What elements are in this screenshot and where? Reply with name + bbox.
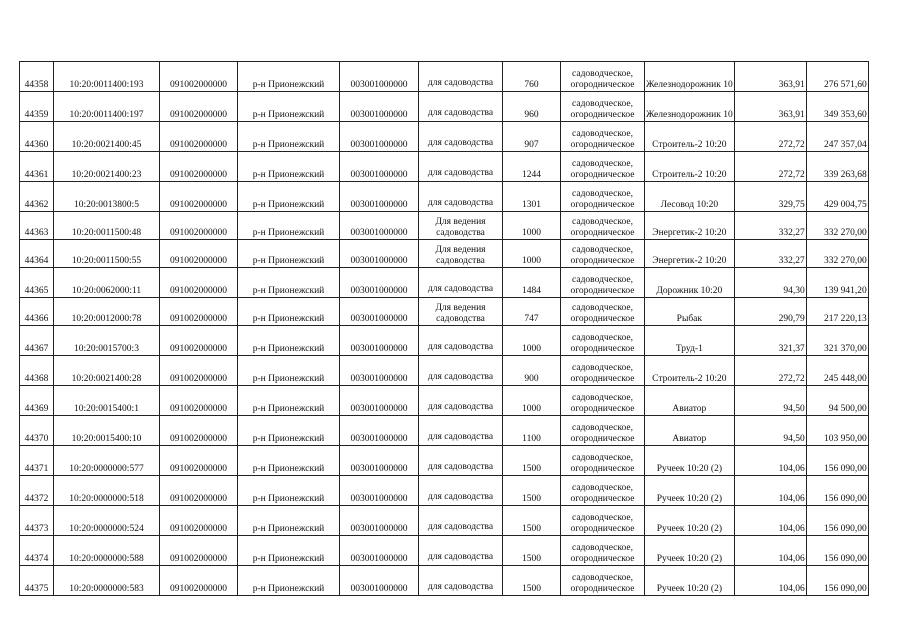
cell-record-id: 44375 [20,566,54,596]
cell-land-category-line: огородническое [570,524,635,534]
cell-unit-rate: 94,50 [734,416,806,446]
cell-location: Строитель-2 10:20 [645,152,735,182]
cell-area: 760 [503,62,561,92]
cell-record-id: 44366 [20,298,54,326]
cell-land-category-line: садоводческое, [572,69,633,79]
cell-land-category-line: садоводческое, [572,245,633,255]
cell-land-category [561,182,645,212]
cell-oktmo-code: 003001000000 [340,268,419,298]
cell-district: р-н Прионежский [238,416,340,446]
cell-oktmo-code: 003001000000 [340,92,419,122]
cell-okato-code: 091002000000 [160,212,238,240]
cell-cadastral-value: 321 370,00 [806,326,868,356]
cell-permitted-use-line: для садоводства [427,492,494,502]
cell-okato-code: 091002000000 [160,446,238,476]
cell-permitted-use [419,416,503,446]
cell-oktmo-code: 003001000000 [340,298,419,326]
cell-land-category-line: огородническое [570,374,635,384]
cell-permitted-use [419,182,503,212]
cell-land-category-line: садоводческое, [572,363,633,373]
cell-land-category-line: садоводческое, [572,217,633,227]
cell-record-id: 44358 [20,62,54,92]
cell-cadastral-value: 217 220,13 [806,298,868,326]
cell-land-category [561,416,645,446]
cell-unit-rate: 104,06 [734,506,806,536]
cell-okato-code: 091002000000 [160,268,238,298]
cell-cadastral-number: 10:20:0013800:5 [54,182,160,212]
cell-cadastral-number: 10:20:0000000:588 [54,536,160,566]
cell-unit-rate: 290,79 [734,298,806,326]
cell-cadastral-value: 156 090,00 [806,566,868,596]
cell-cadastral-number: 10:20:0015700:3 [54,326,160,356]
cell-permitted-use [419,122,503,152]
cell-cadastral-number: 10:20:0012000:78 [54,298,160,326]
land-parcel-table [19,61,869,596]
cell-land-category [561,506,645,536]
cell-okato-code: 091002000000 [160,506,238,536]
cell-land-category [561,92,645,122]
cell-cadastral-number: 10:20:0021400:28 [54,356,160,386]
cell-cadastral-value: 339 263,68 [806,152,868,182]
cell-oktmo-code: 003001000000 [340,416,419,446]
cell-district: р-н Прионежский [238,62,340,92]
cell-unit-rate: 104,06 [734,536,806,566]
cell-land-category-line: садоводческое, [572,99,633,109]
cell-district: р-н Прионежский [238,182,340,212]
cell-permitted-use [419,152,503,182]
cell-cadastral-number: 10:20:0000000:577 [54,446,160,476]
cell-record-id: 44361 [20,152,54,182]
cell-cadastral-value: 139 941,20 [806,268,868,298]
table-row [20,92,869,122]
cell-land-category-line: огородническое [570,404,635,414]
cell-district: р-н Прионежский [238,326,340,356]
cell-land-category [561,268,645,298]
cell-location: Ручеек 10:20 (2) [645,476,735,506]
cell-oktmo-code: 003001000000 [340,536,419,566]
cell-district: р-н Прионежский [238,446,340,476]
cell-district: р-н Прионежский [238,92,340,122]
cell-permitted-use-line: для садоводства [427,284,494,294]
cell-cadastral-number: 10:20:0011500:48 [54,212,160,240]
cell-cadastral-number: 10:20:0011400:193 [54,62,160,92]
cell-cadastral-number: 10:20:0021400:23 [54,152,160,182]
cell-permitted-use [419,536,503,566]
cell-okato-code: 091002000000 [160,326,238,356]
cell-unit-rate: 332,27 [734,212,806,240]
cell-permitted-use-line: садоводства [436,314,485,324]
cell-location: Авиатор [645,416,735,446]
cell-record-id: 44362 [20,182,54,212]
cell-record-id: 44374 [20,536,54,566]
cell-cadastral-number: 10:20:0015400:1 [54,386,160,416]
cell-district: р-н Прионежский [238,152,340,182]
cell-land-category-line: огородническое [570,140,635,150]
cell-land-category-line: огородническое [570,584,635,594]
cell-unit-rate: 363,91 [734,92,806,122]
cell-cadastral-value: 276 571,60 [806,62,868,92]
cell-land-category-line: садоводческое, [572,513,633,523]
cell-cadastral-number: 10:20:0011500:55 [54,240,160,268]
cell-record-id: 44368 [20,356,54,386]
table-row [20,386,869,416]
cell-land-category-line: садоводческое, [572,275,633,285]
cell-okato-code: 091002000000 [160,92,238,122]
cell-oktmo-code: 003001000000 [340,152,419,182]
cell-cadastral-value: 103 950,00 [806,416,868,446]
cell-area: 1000 [503,212,561,240]
cell-location: Железнодорожник 10 [645,62,735,92]
cell-permitted-use-line: для садоводства [427,402,494,412]
table-row [20,566,869,596]
cell-land-category-line: огородническое [570,494,635,504]
cell-cadastral-value: 156 090,00 [806,536,868,566]
cell-oktmo-code: 003001000000 [340,326,419,356]
cell-land-category-line: садоводческое, [572,333,633,343]
cell-record-id: 44363 [20,212,54,240]
cell-area: 1301 [503,182,561,212]
cell-permitted-use-line: для садоводства [427,78,494,88]
cell-record-id: 44371 [20,446,54,476]
cell-cadastral-value: 332 270,00 [806,212,868,240]
cell-cadastral-value: 429 004,75 [806,182,868,212]
cell-district: р-н Прионежский [238,240,340,268]
cell-land-category-line: огородническое [570,464,635,474]
table-row [20,212,869,240]
cell-location: Труд-1 [645,326,735,356]
cell-land-category-line: садоводческое, [572,483,633,493]
cell-okato-code: 091002000000 [160,536,238,566]
cell-oktmo-code: 003001000000 [340,566,419,596]
cell-permitted-use-line: для садоводства [427,342,494,352]
cell-location: Авиатор [645,386,735,416]
cell-oktmo-code: 003001000000 [340,182,419,212]
cell-permitted-use-line: для садоводства [427,462,494,472]
cell-district: р-н Прионежский [238,356,340,386]
cell-permitted-use-line: для садоводства [427,138,494,148]
cell-okato-code: 091002000000 [160,62,238,92]
cell-permitted-use-line: для садоводства [427,198,494,208]
cell-record-id: 44369 [20,386,54,416]
cell-permitted-use-line: для садоводства [427,108,494,118]
cell-permitted-use [419,298,503,326]
cell-area: 1500 [503,476,561,506]
cell-record-id: 44370 [20,416,54,446]
cell-oktmo-code: 003001000000 [340,446,419,476]
cell-district: р-н Прионежский [238,386,340,416]
cell-location: Энергетик-2 10:20 [645,240,735,268]
cell-oktmo-code: 003001000000 [340,240,419,268]
cell-land-category [561,446,645,476]
cell-land-category-line: огородническое [570,344,635,354]
cell-oktmo-code: 003001000000 [340,212,419,240]
cell-unit-rate: 272,72 [734,356,806,386]
cell-cadastral-number: 10:20:0000000:583 [54,566,160,596]
cell-district: р-н Прионежский [238,298,340,326]
cell-land-category-line: огородническое [570,80,635,90]
cell-record-id: 44359 [20,92,54,122]
cell-land-category-line: огородническое [570,110,635,120]
cell-area: 1500 [503,446,561,476]
cell-oktmo-code: 003001000000 [340,386,419,416]
cell-permitted-use-line: для садоводства [427,372,494,382]
cell-district: р-н Прионежский [238,506,340,536]
cell-record-id: 44364 [20,240,54,268]
cell-record-id: 44372 [20,476,54,506]
cell-land-category-line: огородническое [570,434,635,444]
cell-cadastral-value: 349 353,60 [806,92,868,122]
cell-permitted-use-line: для садоводства [427,552,494,562]
table-body [20,62,869,596]
cell-location: Ручеек 10:20 (2) [645,446,735,476]
cell-permitted-use [419,62,503,92]
cell-permitted-use [419,92,503,122]
cell-district: р-н Прионежский [238,476,340,506]
cell-permitted-use-line: для садоводства [427,582,494,592]
cell-permitted-use [419,386,503,416]
cell-land-category-line: огородническое [570,200,635,210]
cell-permitted-use [419,356,503,386]
cell-permitted-use-line: садоводства [436,228,485,238]
table-row [20,506,869,536]
cell-land-category-line: огородническое [570,228,635,238]
cell-land-category-line: огородническое [570,286,635,296]
cell-district: р-н Прионежский [238,268,340,298]
cell-oktmo-code: 003001000000 [340,62,419,92]
table-row [20,122,869,152]
cell-cadastral-number: 10:20:0015400:10 [54,416,160,446]
cell-land-category [561,566,645,596]
cell-area: 1000 [503,240,561,268]
cell-permitted-use-line: Для ведения [435,217,486,227]
cell-okato-code: 091002000000 [160,240,238,268]
cell-land-category-line: садоводческое, [572,423,633,433]
cell-permitted-use-line: для садоводства [427,432,494,442]
cell-district: р-н Прионежский [238,212,340,240]
cell-cadastral-value: 94 500,00 [806,386,868,416]
cell-okato-code: 091002000000 [160,122,238,152]
cell-land-category [561,356,645,386]
cell-land-category-line: огородническое [570,554,635,564]
cell-unit-rate: 94,50 [734,386,806,416]
cell-land-category [561,536,645,566]
cell-land-category-line: садоводческое, [572,543,633,553]
cell-permitted-use [419,506,503,536]
cell-area: 747 [503,298,561,326]
cell-area: 960 [503,92,561,122]
table-row [20,240,869,268]
cell-area: 1000 [503,326,561,356]
cell-land-category-line: садоводческое, [572,393,633,403]
cell-land-category [561,386,645,416]
cell-cadastral-number: 10:20:0011400:197 [54,92,160,122]
cell-record-id: 44365 [20,268,54,298]
cell-location: Ручеек 10:20 (2) [645,536,735,566]
cell-permitted-use-line: Для ведения [435,245,486,255]
cell-land-category-line: садоводческое, [572,159,633,169]
cell-location: Дорожник 10:20 [645,268,735,298]
cell-oktmo-code: 003001000000 [340,506,419,536]
cell-unit-rate: 329,75 [734,182,806,212]
cell-land-category [561,326,645,356]
cell-area: 907 [503,122,561,152]
cell-district: р-н Прионежский [238,122,340,152]
cell-record-id: 44360 [20,122,54,152]
table-row [20,62,869,92]
cell-permitted-use [419,566,503,596]
cell-okato-code: 091002000000 [160,476,238,506]
cell-area: 1100 [503,416,561,446]
cell-permitted-use-line: для садоводства [427,168,494,178]
cell-area: 1244 [503,152,561,182]
cell-okato-code: 091002000000 [160,416,238,446]
cell-location: Ручеек 10:20 (2) [645,566,735,596]
cell-land-category-line: огородническое [570,170,635,180]
cell-area: 1000 [503,386,561,416]
cell-okato-code: 091002000000 [160,356,238,386]
cell-unit-rate: 104,06 [734,566,806,596]
table-row [20,268,869,298]
cell-land-category-line: садоводческое, [572,189,633,199]
cell-unit-rate: 94,30 [734,268,806,298]
cell-okato-code: 091002000000 [160,182,238,212]
cell-cadastral-value: 156 090,00 [806,476,868,506]
cell-okato-code: 091002000000 [160,298,238,326]
table-row [20,182,869,212]
cell-district: р-н Прионежский [238,536,340,566]
cell-land-category-line: садоводческое, [572,453,633,463]
cell-location: Лесовод 10:20 [645,182,735,212]
cell-cadastral-value: 332 270,00 [806,240,868,268]
cell-location: Рыбак [645,298,735,326]
cell-cadastral-number: 10:20:0000000:518 [54,476,160,506]
cell-permitted-use [419,446,503,476]
cell-cadastral-number: 10:20:0000000:524 [54,506,160,536]
cell-unit-rate: 272,72 [734,122,806,152]
cell-record-id: 44373 [20,506,54,536]
cell-permitted-use [419,476,503,506]
cell-permitted-use [419,212,503,240]
cell-unit-rate: 104,06 [734,476,806,506]
cell-location: Строитель-2 10:20 [645,122,735,152]
table-row [20,476,869,506]
cell-land-category-line: садоводческое, [572,129,633,139]
cell-unit-rate: 321,37 [734,326,806,356]
table-row [20,446,869,476]
cell-unit-rate: 272,72 [734,152,806,182]
cell-land-category-line: садоводческое, [572,573,633,583]
table-row [20,416,869,446]
cell-unit-rate: 332,27 [734,240,806,268]
cell-land-category [561,152,645,182]
cell-oktmo-code: 003001000000 [340,122,419,152]
cell-cadastral-number: 10:20:0062000:11 [54,268,160,298]
cell-cadastral-value: 245 448,00 [806,356,868,386]
cell-land-category [561,212,645,240]
cell-cadastral-value: 156 090,00 [806,446,868,476]
table-row [20,298,869,326]
cell-record-id: 44367 [20,326,54,356]
cell-land-category [561,62,645,92]
cell-land-category [561,298,645,326]
cell-area: 1500 [503,506,561,536]
cell-district: р-н Прионежский [238,566,340,596]
cell-okato-code: 091002000000 [160,566,238,596]
cell-land-category [561,122,645,152]
cell-location: Железнодорожник 10 [645,92,735,122]
cell-oktmo-code: 003001000000 [340,476,419,506]
table-row [20,326,869,356]
cell-land-category-line: огородническое [570,314,635,324]
table-row [20,356,869,386]
cell-okato-code: 091002000000 [160,152,238,182]
cell-permitted-use-line: Для ведения [435,303,486,313]
cell-land-category-line: огородническое [570,256,635,266]
cell-cadastral-number: 10:20:0021400:45 [54,122,160,152]
cell-area: 1500 [503,566,561,596]
cell-location: Строитель-2 10:20 [645,356,735,386]
cell-location: Энергетик-2 10:20 [645,212,735,240]
table-row [20,536,869,566]
cell-land-category [561,240,645,268]
cell-permitted-use-line: садоводства [436,256,485,266]
cell-area: 1484 [503,268,561,298]
cell-land-category [561,476,645,506]
cell-cadastral-value: 156 090,00 [806,506,868,536]
cell-unit-rate: 363,91 [734,62,806,92]
cell-unit-rate: 104,06 [734,446,806,476]
table-row [20,152,869,182]
cell-okato-code: 091002000000 [160,386,238,416]
cell-location: Ручеек 10:20 (2) [645,506,735,536]
cell-permitted-use [419,326,503,356]
cell-land-category-line: садоводческое, [572,303,633,313]
cell-permitted-use-line: для садоводства [427,522,494,532]
cell-oktmo-code: 003001000000 [340,356,419,386]
cell-cadastral-value: 247 357,04 [806,122,868,152]
cell-area: 1500 [503,536,561,566]
cell-permitted-use [419,268,503,298]
cell-permitted-use [419,240,503,268]
cell-area: 900 [503,356,561,386]
